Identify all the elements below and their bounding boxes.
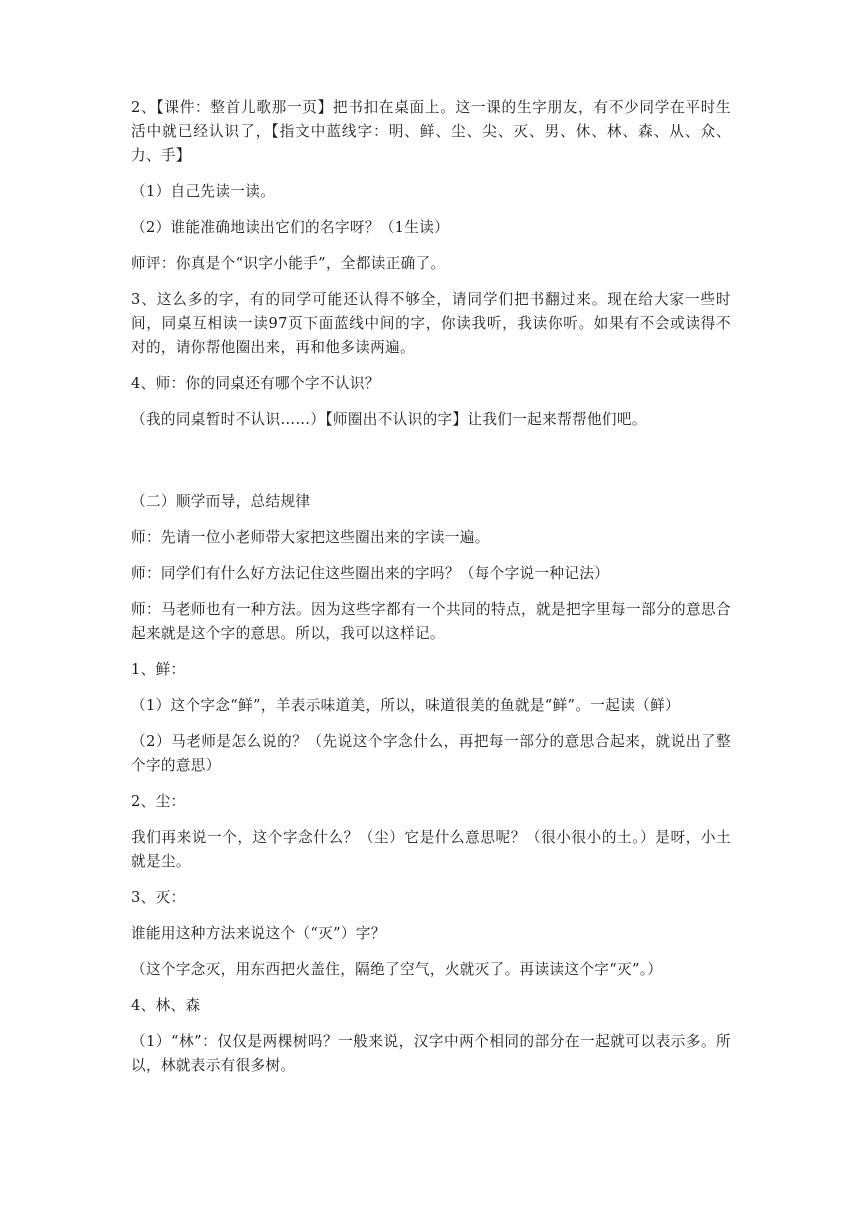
paragraph-step-4: 4、师：你的同桌还有哪个字不认识？ bbox=[131, 375, 380, 392]
item-heading-lin-sen: 4、林、森 bbox=[131, 997, 201, 1014]
document-page bbox=[131, 96, 731, 1090]
paragraph-teacher-method: 师：马老师也有一种方法。因为这些字都有一个共同的特点，就是把字里每一部分的意思合起来就是这个字的意思。所以，我可以这样记。 bbox=[131, 601, 731, 642]
paragraph-chen: 我们再来说一个，这个字念什么？（尘）它是什么意思呢？（很小很小的土。）是呀，小土就是尘。 bbox=[131, 829, 731, 870]
paragraph-xian-1: （1）这个字念“鲜”，羊表示味道美，所以，味道很美的鱼就是“鲜”。一起读（鲜） bbox=[131, 697, 680, 714]
paragraph-xian-2: （2）马老师是怎么说的？（先说这个字念什么，再把每一部分的意思合起来，就说出了整个字的意思） bbox=[131, 733, 731, 774]
paragraph-mie-question: 谁能用这种方法来说这个（“灭”）字？ bbox=[131, 925, 386, 942]
paragraph-little-teacher: 师：先请一位小老师带大家把这些圈出来的字读一遍。 bbox=[131, 529, 490, 546]
paragraph-step-2: 2、【课件：整首儿歌那一页】把书扣在桌面上。这一课的生字朋友，有不少同学在平时生活中就已经认识了，【指文中蓝线字：明、鲜、尘、尖、灭、男、休、林、森、从、众、力、手】 bbox=[131, 99, 731, 164]
paragraph-lin: （1）“林”：仅仅是两棵树吗？一般来说，汉字中两个相同的部分在一起就可以表示多。所以，林就表示有很多树。 bbox=[131, 1033, 731, 1074]
paragraph-substep-2: （2）谁能准确地读出它们的名字呀？（1生读） bbox=[131, 219, 450, 236]
item-heading-chen: 2、尘： bbox=[131, 793, 186, 810]
paragraph-good-methods: 师：同学们有什么好方法记住这些圈出来的字吗？（每个字说一种记法） bbox=[131, 565, 610, 582]
paragraph-step-3: 3、这么多的字，有的同学可能还认得不够全，请同学们把书翻过来。现在给大家一些时间，同桌互相读一读97页下面蓝线中间的字，你读我听，我读你听。如果有不会或读得不对的，请你帮他圈出来，再和他多读两遍。 bbox=[131, 291, 731, 356]
paragraph-mie-answer: （这个字念灭，用东西把火盖住，隔绝了空气，火就灭了。再读读这个字“灭”。） bbox=[131, 961, 663, 978]
paragraph-substep-1: （1）自己先读一读。 bbox=[131, 183, 276, 200]
section-heading: （二）顺学而导，总结规律 bbox=[131, 493, 311, 510]
item-heading-xian: 1、鲜： bbox=[131, 661, 186, 678]
paragraph-circle-words: （我的同桌暂时不认识……）【师圈出不认识的字】让我们一起来帮帮他们吧。 bbox=[131, 411, 647, 428]
item-heading-mie: 3、灭： bbox=[131, 889, 186, 906]
paragraph-teacher-comment: 师评：你真是个“识字小能手”，全都读正确了。 bbox=[131, 255, 446, 272]
